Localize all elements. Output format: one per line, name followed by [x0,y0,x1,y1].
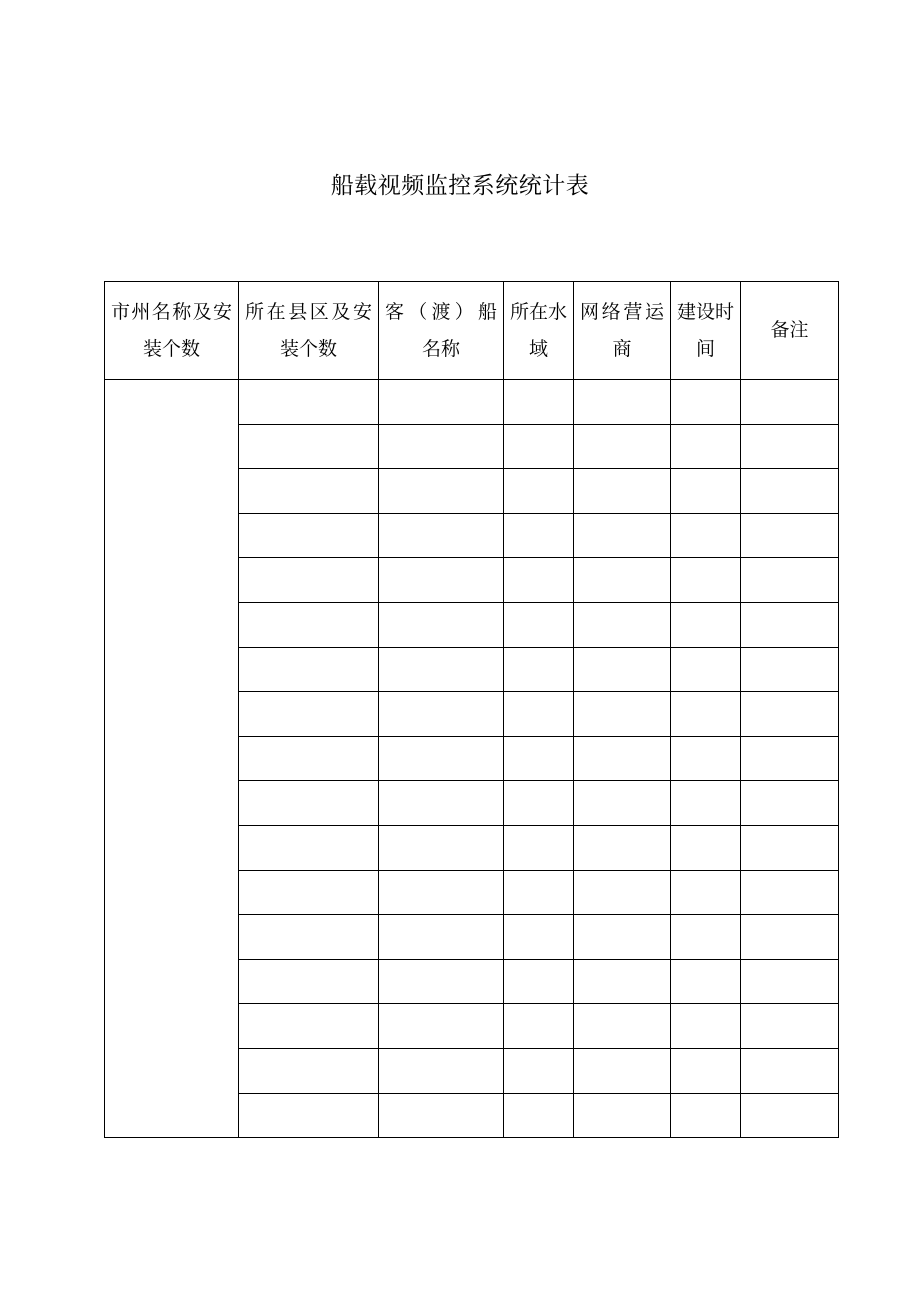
table-cell [671,469,741,514]
header-county: 所在县区及安装个数 [239,282,379,380]
table-cell [574,1093,671,1138]
table-cell [239,1093,379,1138]
table-cell [574,513,671,558]
table-cell [741,736,839,781]
table-cell [504,781,574,826]
table-cell [504,424,574,469]
table-cell [574,1048,671,1093]
table-cell [741,825,839,870]
table-cell [379,380,504,425]
table-cell [379,513,504,558]
table-row [105,380,839,425]
table-cell [239,602,379,647]
table-cell [379,558,504,603]
table-cell [379,781,504,826]
table-cell [574,870,671,915]
table-cell [671,1048,741,1093]
table-cell [741,602,839,647]
table-cell [671,380,741,425]
table-cell [504,558,574,603]
table-cell [379,1093,504,1138]
table-cell [741,469,839,514]
merged-city-cell [105,380,239,1138]
table-cell [239,959,379,1004]
table-cell [741,424,839,469]
table-cell [504,1048,574,1093]
table-cell [504,380,574,425]
table-cell [504,1004,574,1049]
table-cell [574,380,671,425]
table-cell [671,825,741,870]
table-cell [239,736,379,781]
table-cell [239,825,379,870]
table-cell [671,915,741,960]
table-cell [379,469,504,514]
statistics-table [104,281,839,1138]
page-title: 船载视频监控系统统计表 [330,173,590,199]
table-cell [239,915,379,960]
table-cell [574,959,671,1004]
table-cell [741,692,839,737]
table-cell [574,469,671,514]
table-cell [574,736,671,781]
table-cell [574,825,671,870]
table-cell [379,1004,504,1049]
table-cell [379,1048,504,1093]
table-cell [504,959,574,1004]
table-cell [379,915,504,960]
table-cell [504,469,574,514]
table-cell [504,1093,574,1138]
table-cell [671,1093,741,1138]
table-cell [671,558,741,603]
table-cell [741,915,839,960]
table-cell [741,1048,839,1093]
table-cell [741,1004,839,1049]
table-cell [504,513,574,558]
table-cell [574,915,671,960]
table-cell [239,469,379,514]
table-cell [379,602,504,647]
table-body [105,380,839,1138]
table-cell [379,692,504,737]
table-cell [671,1004,741,1049]
table-cell [239,1048,379,1093]
table-cell [379,736,504,781]
table-cell [504,692,574,737]
table-cell [239,692,379,737]
table-cell [239,1004,379,1049]
table-cell [504,602,574,647]
header-waters: 所在水域 [504,282,574,380]
table-cell [741,1093,839,1138]
header-build-time: 建设时间 [671,282,741,380]
table-cell [671,692,741,737]
table-cell [239,781,379,826]
table-cell [671,424,741,469]
table-cell [379,959,504,1004]
table-cell [741,781,839,826]
table-cell [741,870,839,915]
table-cell [239,424,379,469]
header-row [105,282,839,380]
header-network-operator: 网络营运商 [574,282,671,380]
table-cell [574,781,671,826]
table-cell [504,870,574,915]
table-cell [379,424,504,469]
table-cell [379,870,504,915]
table-cell [741,959,839,1004]
table-cell [379,647,504,692]
table-cell [741,380,839,425]
table-cell [239,647,379,692]
table-cell [574,647,671,692]
table-cell [671,602,741,647]
table-cell [741,647,839,692]
table-cell [671,870,741,915]
table-cell [504,736,574,781]
table-cell [671,959,741,1004]
table-cell [574,692,671,737]
table-cell [504,915,574,960]
table-cell [574,424,671,469]
table-cell [574,1004,671,1049]
table-cell [239,870,379,915]
table-cell [741,513,839,558]
table-cell [671,781,741,826]
table-cell [574,558,671,603]
header-ship-name: 客（渡）船名称 [379,282,504,380]
table-cell [504,825,574,870]
table-cell [741,558,839,603]
table-cell [671,736,741,781]
table-cell [239,380,379,425]
table-cell [574,602,671,647]
table-cell [671,513,741,558]
header-remarks: 备注 [741,282,839,380]
table-cell [671,647,741,692]
table-cell [239,513,379,558]
table-cell [379,825,504,870]
header-city: 市州名称及安装个数 [105,282,239,380]
table-cell [504,647,574,692]
table-cell [239,558,379,603]
